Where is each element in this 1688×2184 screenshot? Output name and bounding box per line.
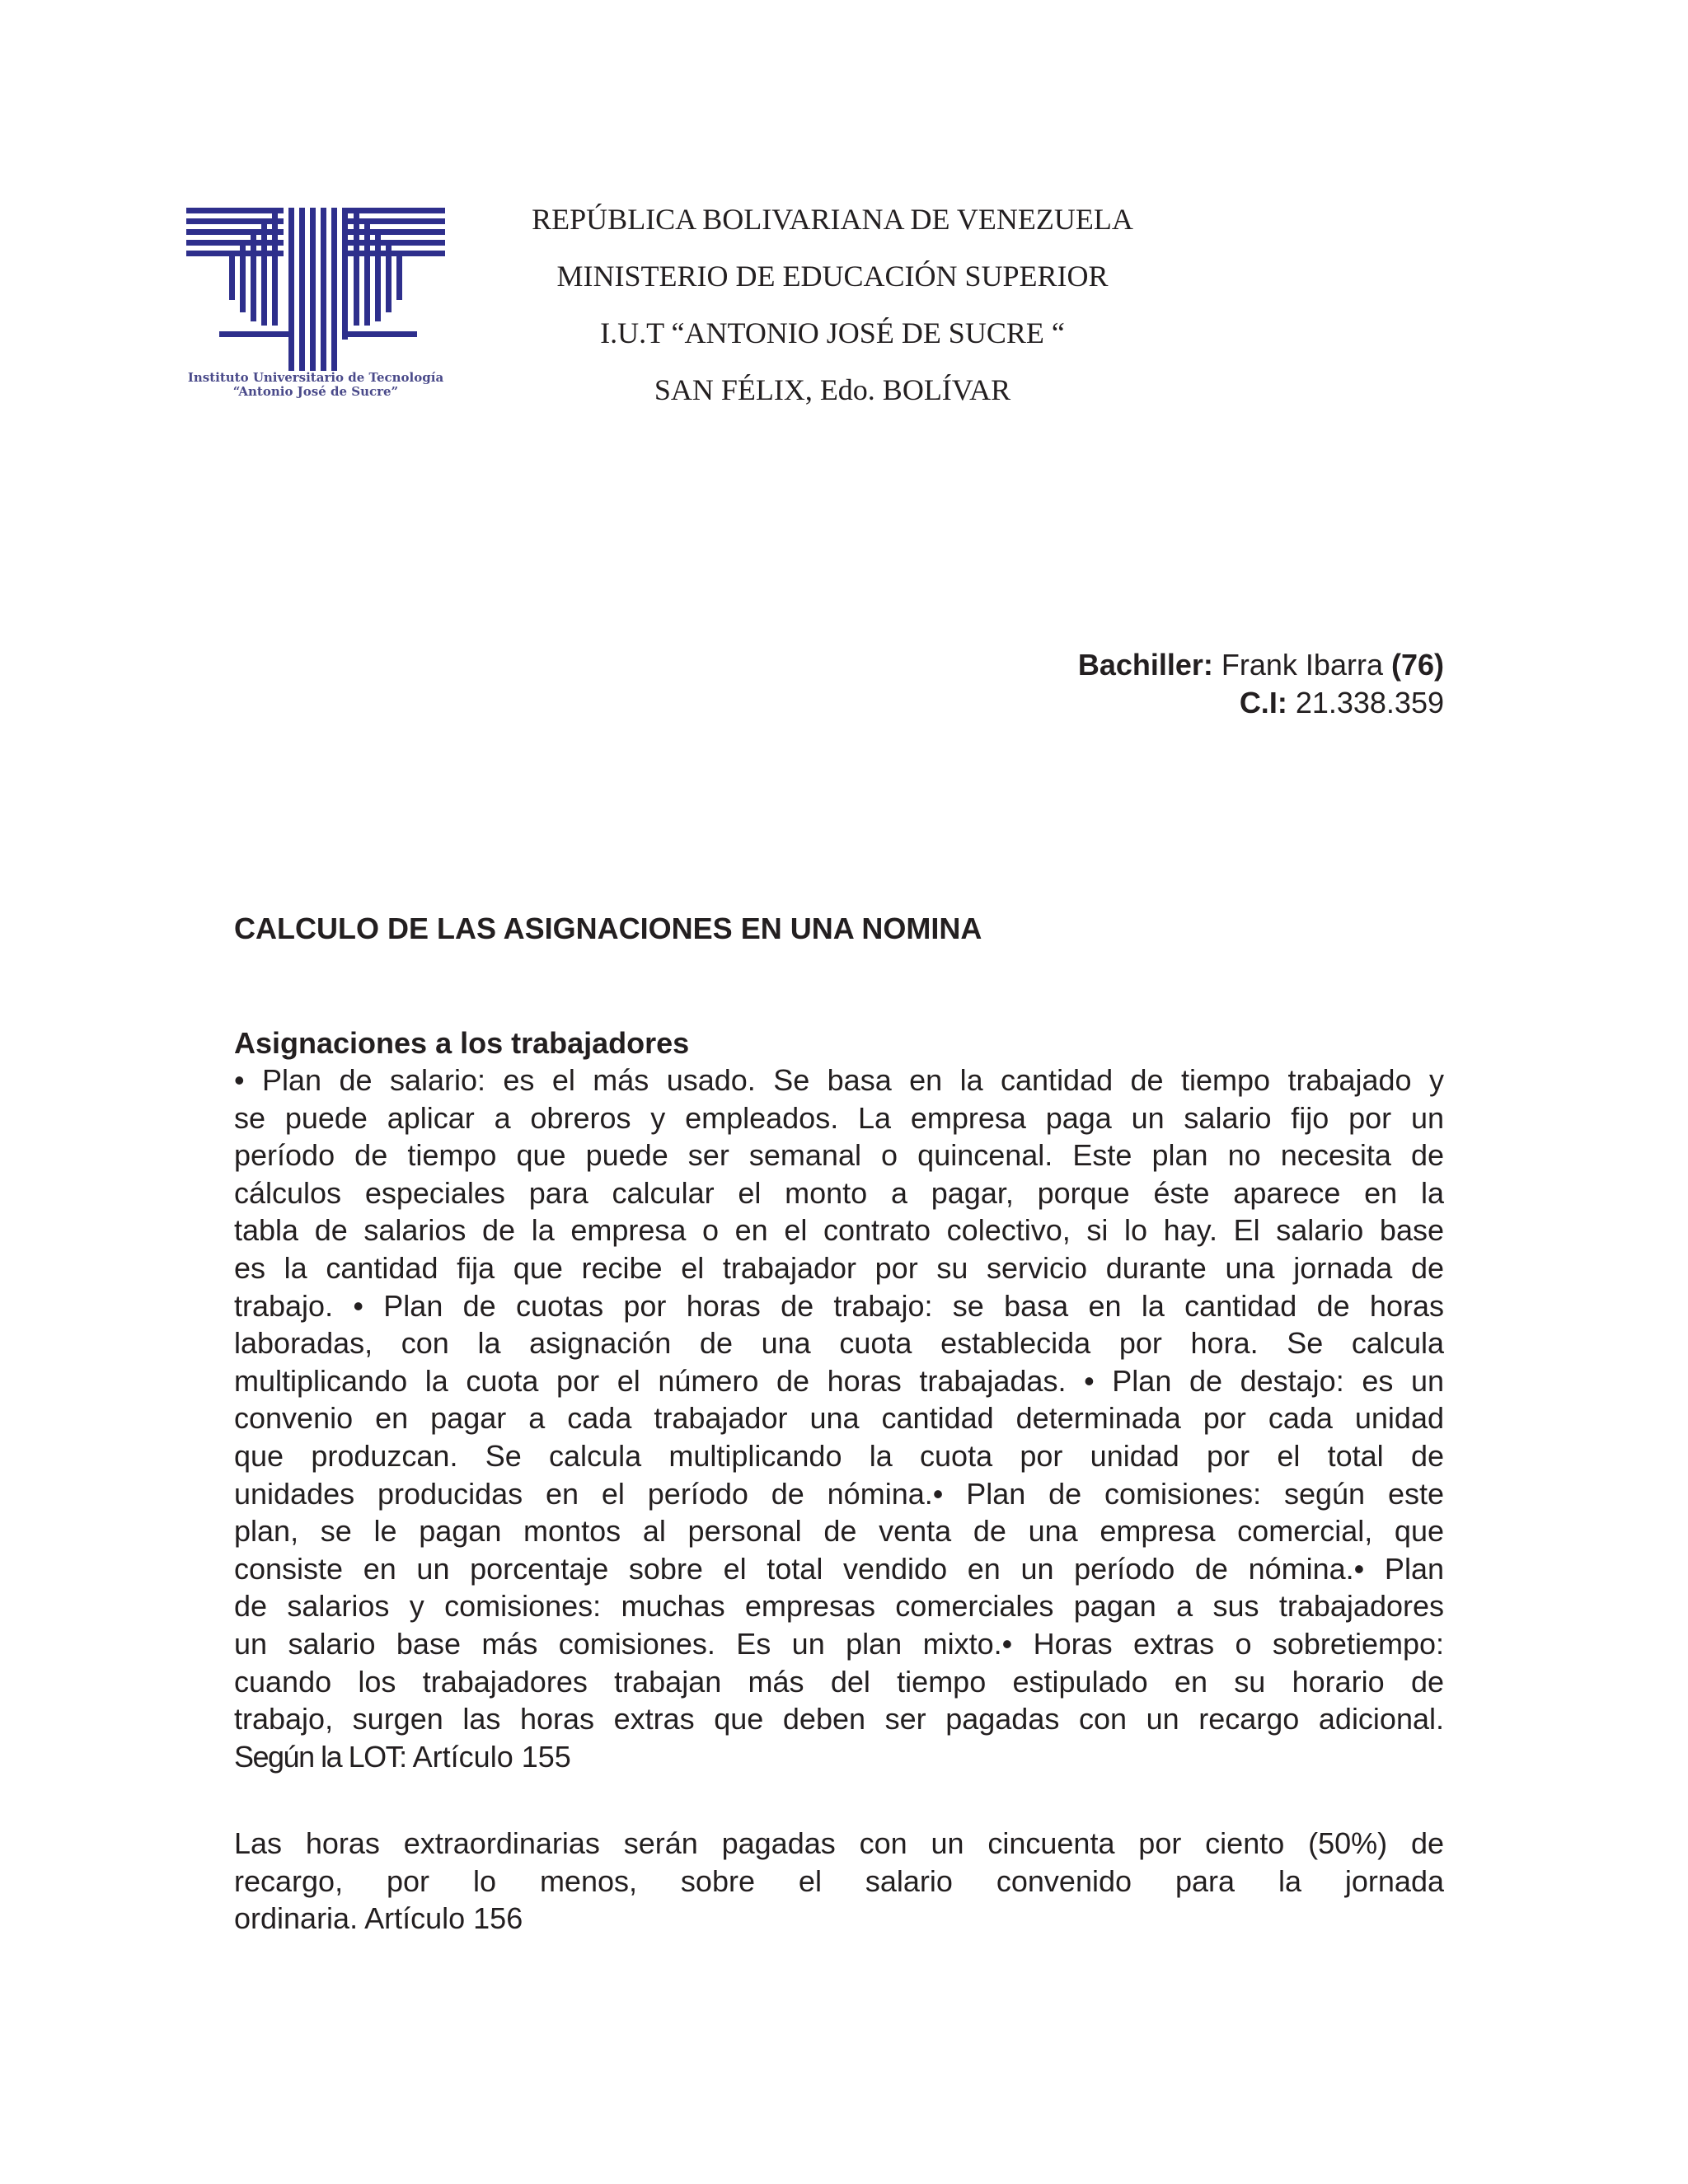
header-line-4: SAN FÉLIX, Edo. BOLÍVAR <box>654 373 1011 406</box>
student-name-label: Bachiller: <box>1077 648 1213 682</box>
law-reference <box>234 1738 1444 1776</box>
paragraph-1-line: un salario base más comisiones. Es un plan mixto.• Horas extras o sobretiempo: <box>234 1626 1444 1661</box>
paragraph-1-line: período de tiempo que puede ser semanal o quincenal. Este plan no necesita de <box>234 1138 1444 1173</box>
document-title: CALCULO DE LAS ASIGNACIONES EN UNA NOMINA <box>234 912 982 945</box>
paragraph-1-line: que produzcan. Se calcula multiplicando la cuota por unidad por el total de <box>234 1438 1444 1473</box>
document-header <box>462 191 1203 419</box>
paragraph-2-line: Las horas extraordinarias serán pagadas con un cincuenta por ciento (50%) de <box>234 1826 1444 1860</box>
student-name-row <box>1078 646 1444 684</box>
paragraph-1-line: trabajo, surgen las horas extras que deben ser pagadas con un recargo adicional. <box>234 1702 1444 1736</box>
student-ci-label: C.I: <box>1239 686 1287 719</box>
logo-caption-line-1: Instituto Universitario de Tecnología <box>187 370 444 385</box>
paragraph-1-line: plan, se le pagan montos al personal de venta de una empresa comercial, que <box>234 1514 1444 1549</box>
paragraph-1-line: convenio en pagar a cada trabajador una cantidad determinada por cada unidad <box>234 1401 1444 1436</box>
paragraph-1-line: tabla de salarios de la empresa o en el contrato colectivo, si lo hay. El salario base <box>234 1213 1444 1248</box>
paragraph-1-line: es la cantidad fija que recibe el trabajador por su servicio durante una jornada de <box>234 1250 1444 1285</box>
law-reference-source: Según la LOT: <box>234 1739 406 1774</box>
header-line-1: REPÚBLICA BOLIVARIANA DE VENEZUELA <box>532 203 1133 236</box>
student-ci-value: 21.338.359 <box>1287 686 1444 719</box>
iut-logo-icon <box>186 208 445 371</box>
header-line-3: I.U.T “ANTONIO JOSÉ DE SUCRE “ <box>600 316 1065 349</box>
student-name-value: Frank Ibarra <box>1212 648 1391 682</box>
paragraph-1-line: • Plan de salario: es el más usado. Se basa en la cantidad de tiempo trabajado y <box>234 1063 1444 1097</box>
law-reference-article: Artículo 155 <box>406 1739 571 1774</box>
institution-logo <box>162 196 470 409</box>
student-number: (76) <box>1390 648 1444 682</box>
paragraph-1 <box>234 1062 1444 1775</box>
paragraph-1-line: consiste en un porcentaje sobre el total vendido en un período de nómina.• Plan <box>234 1551 1444 1586</box>
paragraph-1-line: trabajo. • Plan de cuotas por horas de trabajo: se basa en la cantidad de horas <box>234 1288 1444 1323</box>
paragraph-2 <box>234 1825 1444 1938</box>
paragraph-1-line: se puede aplicar a obreros y empleados. La empresa paga un salario fijo por un <box>234 1100 1444 1135</box>
paragraph-1-line: laboradas, con la asignación de una cuota establecida por hora. Se calcula <box>234 1326 1444 1361</box>
header-line-2: MINISTERIO DE EDUCACIÓN SUPERIOR <box>556 260 1109 293</box>
student-ci-row <box>1078 684 1444 722</box>
paragraph-1-line: de salarios y comisiones: muchas empresas comerciales pagan a sus trabajadores <box>234 1589 1444 1624</box>
paragraph-1-line: unidades producidas en el período de nómina.• Plan de comisiones: según este <box>234 1476 1444 1511</box>
paragraph-1-line: cuando los trabajadores trabajan más del tiempo estipulado en su horario de <box>234 1664 1444 1699</box>
logo-caption <box>162 371 470 399</box>
section-heading: Asignaciones a los trabajadores <box>234 1026 690 1060</box>
student-info <box>1078 646 1444 722</box>
paragraph-1-line: multiplicando la cuota por el número de horas trabajadas. • Plan de destajo: es un <box>234 1363 1444 1398</box>
paragraph-1-line: cálculos especiales para calcular el monto a pagar, porque éste aparece en la <box>234 1175 1444 1210</box>
logo-caption-line-2: “Antonio José de Sucre” <box>232 384 399 399</box>
paragraph-2-line: recargo, por lo menos, sobre el salario convenido para la jornada <box>234 1863 1444 1898</box>
paragraph-2-line: ordinaria. Artículo 156 <box>234 1901 523 1936</box>
